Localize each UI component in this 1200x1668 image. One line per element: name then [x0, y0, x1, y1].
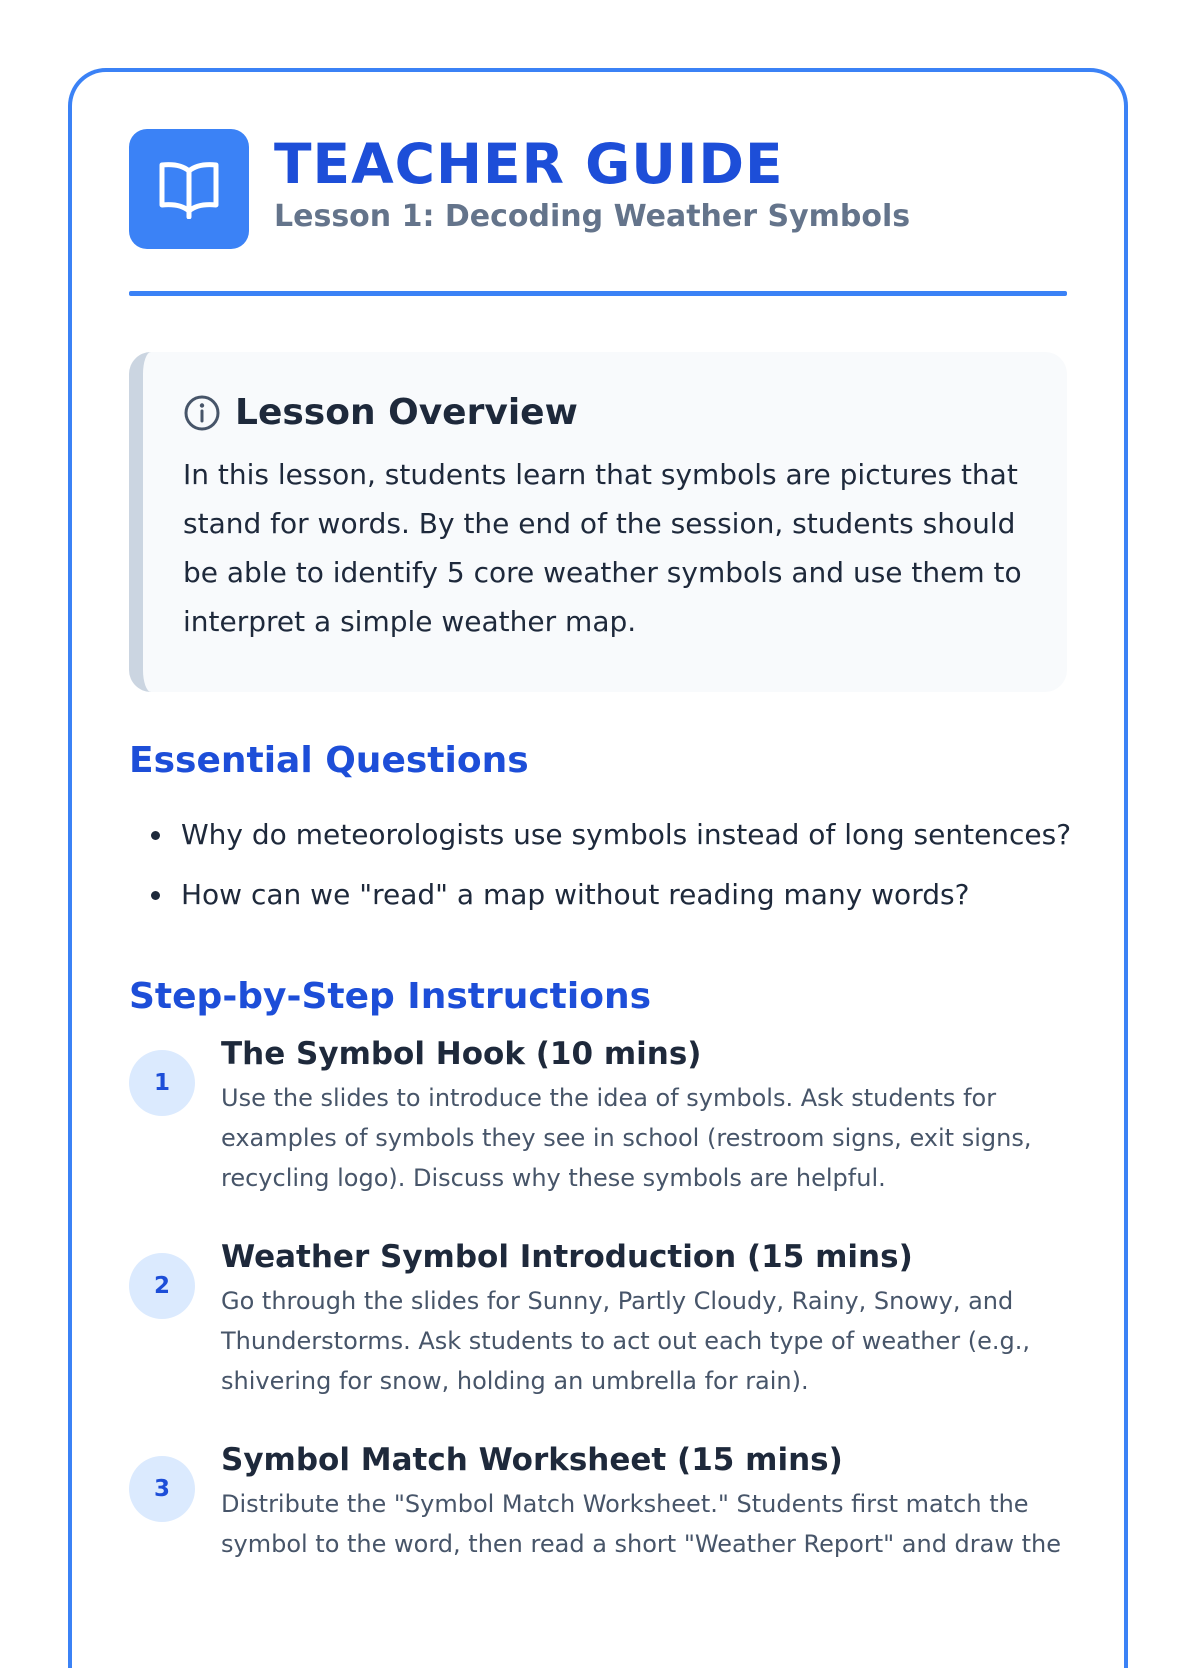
essential-questions-heading: Essential Questions: [129, 740, 529, 781]
lesson-subtitle: Lesson 1: Decoding Weather Symbols: [274, 199, 911, 234]
step-description: Distribute the "Symbol Match Worksheet." Students first match the symbol to the word, then read a short "Weather Report" and draw the: [221, 1490, 1062, 1558]
step-title: The Symbol Hook (10 mins): [221, 1036, 702, 1072]
step-number-badge: 1: [129, 1050, 195, 1116]
teacher-guide-card: [68, 68, 1128, 1668]
step-item: [129, 1239, 1084, 1453]
step-item: [129, 1442, 1084, 1656]
info-icon: [183, 394, 221, 432]
step-item: [129, 1036, 1084, 1250]
lesson-overview-box: [129, 352, 1067, 692]
step-title: Symbol Match Worksheet (15 mins): [221, 1442, 843, 1478]
instructions-heading: Step-by-Step Instructions: [129, 976, 652, 1017]
step-title: Weather Symbol Introduction (15 mins): [221, 1239, 913, 1275]
list-item: Why do meteorologists use symbols instead of long sentences?: [129, 817, 1071, 877]
page-title: TEACHER GUIDE: [274, 132, 784, 196]
step-description: Use the slides to introduce the idea of symbols. Ask students for examples of symbols they see in school (restroom signs, exit signs, recycling logo). Discuss why these symbols are helpful.: [221, 1084, 1032, 1192]
step-description: Go through the slides for Sunny, Partly Cloudy, Rainy, Snowy, and Thunderstorms. Ask students to act out each type of weather (e.g., shivering for snow, holding an umbrella for rain).: [221, 1287, 1031, 1395]
step-number-badge: 2: [129, 1253, 195, 1319]
logo-badge: [129, 129, 249, 249]
essential-questions-list: [129, 817, 1071, 937]
step-number-badge: 3: [129, 1456, 195, 1522]
overview-title: Lesson Overview: [235, 392, 578, 433]
guide-header: [129, 129, 1067, 249]
overview-header: [183, 392, 578, 433]
overview-text: In this lesson, students learn that symbols are pictures that stand for words. By the end of the session, students should be able to identify 5 core weather symbols and use them to interpret a simple weather map.: [183, 458, 1022, 638]
open-book-icon: [156, 159, 222, 219]
header-divider: [129, 291, 1067, 296]
list-item: How can we "read" a map without reading many words?: [129, 877, 1071, 937]
